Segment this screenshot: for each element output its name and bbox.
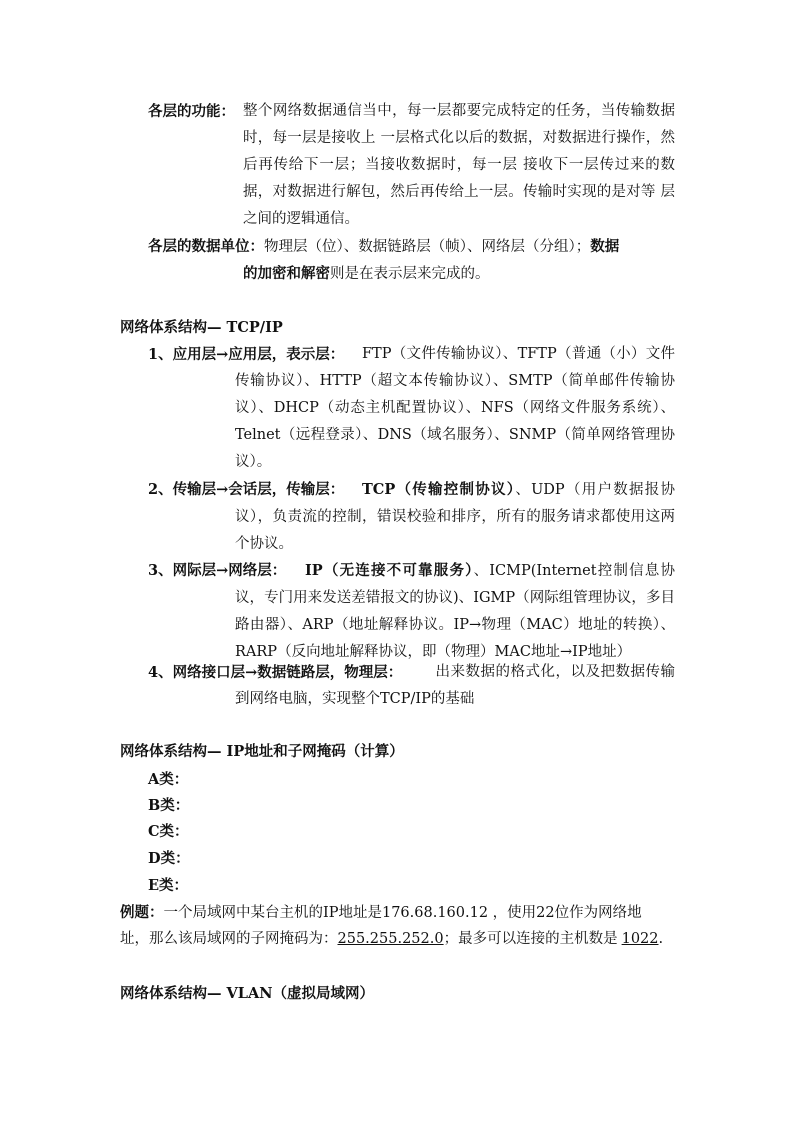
layer-unit-line2: 的加密和解密则是在表示层来完成的。 <box>243 265 490 282</box>
tcpip-item-2-label: 2、传输层→会话层，传输层： <box>148 481 345 498</box>
example-text-end: . <box>658 931 664 947</box>
example-text-3: ；最多可以连接的主机数是 <box>443 931 618 947</box>
layer-unit-line1: 各层的数据单位：物理层（位）、数据链路层（帧）、网络层（分组）；数据 <box>148 238 620 255</box>
tcpip-item-2 <box>148 476 675 558</box>
tcpip-item-3-label: 3、网际层→网络层： <box>148 562 287 579</box>
hosts-answer: 1022 <box>621 931 659 947</box>
ip-class-b: B类： <box>148 797 190 814</box>
example-text-2: 址，那么该局域网的子网掩码为： <box>120 931 338 947</box>
layer-unit-label: 各层的数据单位： <box>148 238 264 255</box>
ip-class-e: E类： <box>148 877 189 894</box>
example-line-1 <box>120 899 642 927</box>
ip-class-c: C类： <box>148 823 189 840</box>
layer-unit-text2: 则是在表示层来完成的。 <box>330 266 490 282</box>
tcpip-item-3 <box>148 557 675 666</box>
example-line-2 <box>120 926 663 953</box>
tcpip-item-1-text: FTP（文件传输协议）、TFTP（普通（小）文件传输协议）、HTTP（超文本传输协议）、SMTP（简单邮件传输协议）、DHCP（动态主机配置协议）、NFS（网络文件服务系统）、Telnet（远程登录）、DNS（域名服务）、SNMP（简单网络管理协议）。 <box>235 346 675 470</box>
subnet-mask-answer: 255.255.252.0 <box>337 931 444 947</box>
layer-function-paragraph <box>148 98 675 233</box>
tcpip-item-3-bold: IP（无连接不可靠服务） <box>305 562 474 579</box>
tcpip-item-1 <box>148 341 675 476</box>
tcpip-item-3-text: 、ICMP(Internet控制信息协议，专门用来发送差错报文的协议)、IGMP（网际组管理协议，多目路由器）、ARP（地址解释协议。IP→物理（MAC）地址的转换）、RARP（反向地址解释协议，即（物理）MAC地址→IP地址） <box>235 563 676 660</box>
example-label: 例题： <box>120 904 164 921</box>
layer-unit-text1: 物理层（位）、数据链路层（帧）、网络层（分组）； <box>264 239 591 255</box>
layer-function-text: 整个网络数据通信当中，每一层都要完成特定的任务，当传输数据时，每一层是接收上 一层格式化以后的数据，对数据进行操作，然后再传给下一层；当接收数据时，每一层 接收下一层传过来的数据，对数据进行解包，然后再传给上一层。传输时实现的是对等 层之间的逻辑通信。 <box>243 103 675 227</box>
tcpip-item-1-label: 1、应用层→应用层，表示层： <box>148 346 345 363</box>
ip-class-d: D类： <box>148 850 190 867</box>
layer-function-label: 各层的功能： <box>148 103 235 120</box>
ip-class-a: A类： <box>148 771 189 788</box>
tcpip-item-2-text: 、UDP（用户数据报协议），负责流的控制，错误校验和排序，所有的服务请求都使用这两个协议。 <box>235 482 676 552</box>
tcpip-heading: 网络体系结构— TCP/IP <box>120 319 283 336</box>
tcpip-item-4 <box>148 659 675 713</box>
tcpip-item-4-text: 出来数据的格式化，以及把数据传输到网络电脑，实现整个TCP/IP的基础 <box>235 664 675 707</box>
tcpip-item-2-bold: TCP（传输控制协议） <box>362 481 516 498</box>
tcpip-item-4-label: 4、网络接口层→数据链路层，物理层： <box>148 664 403 681</box>
ip-heading: 网络体系结构— IP地址和子网掩码（计算） <box>120 743 404 760</box>
example-text-1: 一个局域网中某台主机的IP地址是176.68.160.12 ，使用22位作为网络地 <box>163 905 642 921</box>
vlan-heading: 网络体系结构— VLAN（虚拟局域网） <box>120 985 374 1002</box>
